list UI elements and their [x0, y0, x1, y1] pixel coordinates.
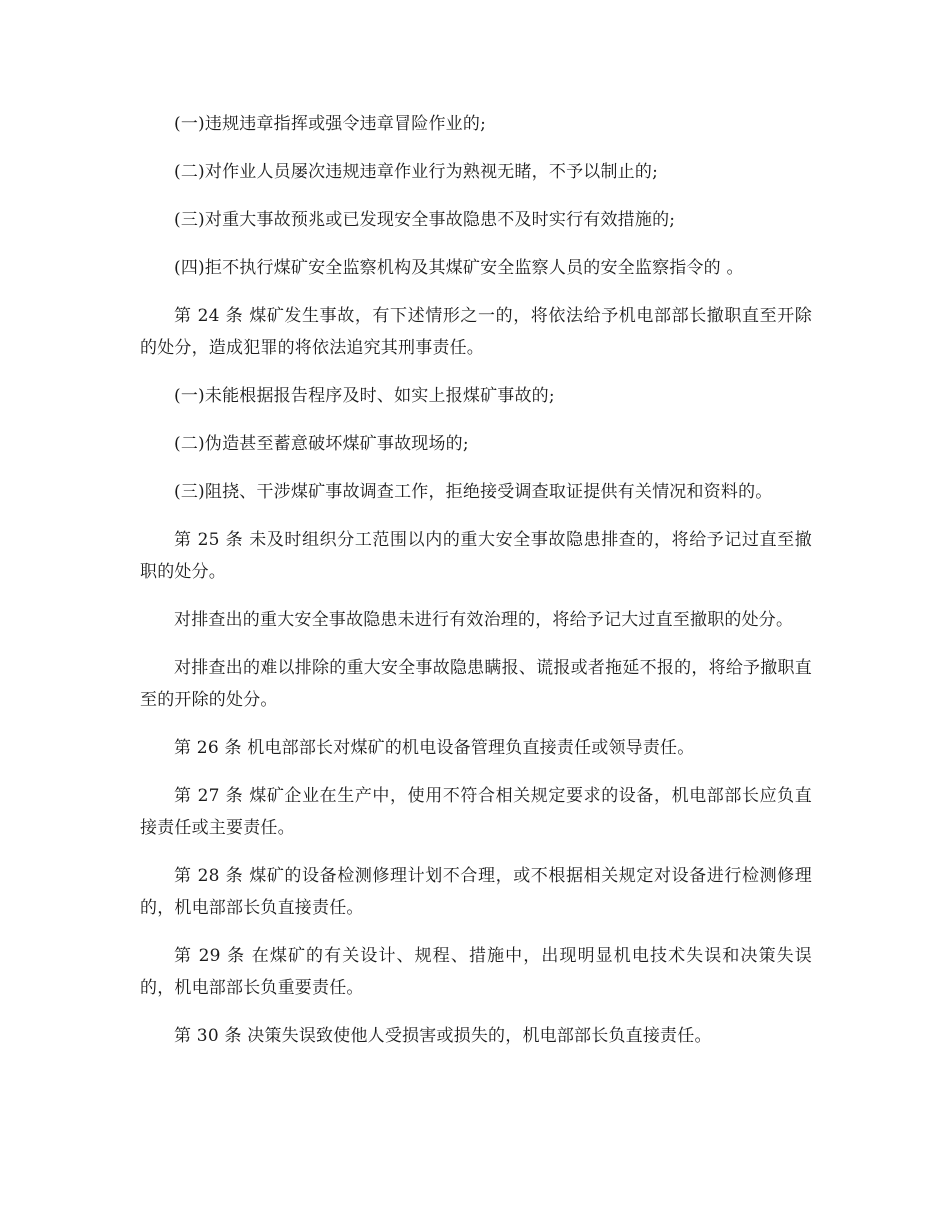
article-24: 第 24 条 煤矿发生事故，有下述情形之一的，将依法给予机电部部长撤职直至开除的处分，造成犯罪的将依法追究其刑事责任。	[140, 306, 812, 358]
article-24-item-2: (二)伪造甚至蓄意破坏煤矿事故现场的;	[174, 434, 469, 454]
clause-item-4: (四)拒不执行煤矿安全监察机构及其煤矿安全监察人员的安全监察指令的 。	[174, 258, 744, 278]
document-page	[140, 108, 812, 1068]
article-27: 第 27 条 煤矿企业在生产中，使用不符合相关规定要求的设备，机电部部长应负直接责任或主要责任。	[140, 786, 812, 838]
article-30: 第 30 条 决策失误致使他人受损害或损失的，机电部部长负直接责任。	[174, 1026, 712, 1046]
article-25: 第 25 条 未及时组织分工范围以内的重大安全事故隐患排查的，将给予记过直至撤职的处分。	[140, 530, 812, 582]
article-29: 第 29 条 在煤矿的有关设计、规程、措施中，出现明显机电技术失误和决策失误的，机电部部长负重要责任。	[140, 946, 812, 998]
article-24-item-1: (一)未能根据报告程序及时、如实上报煤矿事故的;	[174, 386, 555, 406]
clause-item-2: (二)对作业人员屡次违规违章作业行为熟视无睹，不予以制止的;	[174, 162, 658, 182]
article-25-para-3: 对排查出的难以排除的重大安全事故隐患瞒报、谎报或者拖延不报的，将给予撤职直至的开除的处分。	[140, 658, 812, 710]
clause-item-1: (一)违规违章指挥或强令违章冒险作业的;	[174, 114, 486, 134]
clause-item-3: (三)对重大事故预兆或已发现安全事故隐患不及时实行有效措施的;	[174, 210, 676, 230]
article-28: 第 28 条 煤矿的设备检测修理计划不合理，或不根据相关规定对设备进行检测修理的，机电部部长负直接责任。	[140, 866, 812, 918]
article-24-item-3: (三)阻挠、干涉煤矿事故调查工作，拒绝接受调查取证提供有关情况和资料的。	[174, 482, 773, 502]
article-25-para-2: 对排查出的重大安全事故隐患未进行有效治理的，将给予记大过直至撤职的处分。	[174, 610, 794, 630]
article-26: 第 26 条 机电部部长对煤矿的机电设备管理负直接责任或领导责任。	[174, 738, 695, 758]
